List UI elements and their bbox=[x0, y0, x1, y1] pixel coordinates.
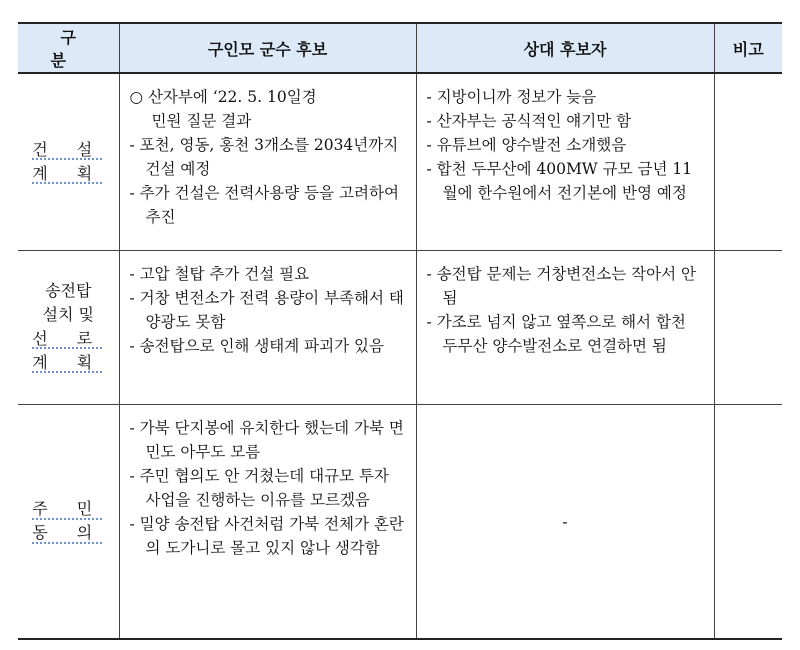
list-item: - 거창 변전소가 전력 용량이 부족해서 태양광도 못함 bbox=[129, 288, 404, 331]
list-item: - 포천, 영동, 홍천 3개소를 2034년까지 건설 예정 bbox=[129, 136, 399, 178]
table-row-transmission-plan bbox=[18, 250, 782, 404]
list-item: - 추가 건설은 전력사용량 등을 고려하여 추진 bbox=[129, 184, 399, 226]
list-item: ○ 산자부에 ‘22. 5. 10일경 bbox=[129, 88, 317, 106]
comparison-table bbox=[18, 22, 782, 640]
remarks-cell bbox=[714, 404, 782, 639]
list-item: - 유튜브에 양수발전 소개했음 bbox=[426, 136, 627, 154]
header-remarks: 비고 bbox=[714, 23, 782, 73]
category-cell: 주 민 동 의 bbox=[18, 404, 119, 639]
candidate-cell bbox=[119, 73, 416, 250]
category-cell: 건 설 계 획 bbox=[18, 73, 119, 250]
list-item: - 가북 단지봉에 유치한다 했는데 가북 면민도 아무도 모름 bbox=[129, 418, 404, 461]
candidate-cell bbox=[119, 404, 416, 639]
remarks-cell bbox=[714, 73, 782, 250]
list-item: - 산자부는 공식적인 얘기만 함 bbox=[426, 112, 632, 130]
list-item: - 고압 철탑 추가 건설 필요 bbox=[129, 264, 310, 283]
header-category: 구 분 bbox=[18, 23, 119, 73]
opponent-cell bbox=[416, 73, 714, 250]
header-candidate: 구인모 군수 후보 bbox=[119, 23, 416, 73]
opponent-cell: - bbox=[416, 404, 714, 639]
list-item: - 송전탑으로 인해 생태계 파괴가 있음 bbox=[129, 336, 384, 355]
remarks-cell bbox=[714, 250, 782, 404]
list-item: - 송전탑 문제는 거창변전소는 작아서 안됨 bbox=[426, 264, 696, 307]
list-item: 민원 질문 결과 bbox=[151, 112, 252, 130]
candidate-cell bbox=[119, 250, 416, 404]
category-cell: 송전탑 설치 및 선 로 계 획 bbox=[18, 250, 119, 404]
list-item: - 가조로 넘지 않고 옆쪽으로 해서 합천 두무산 양수발전소로 연결하면 됨 bbox=[426, 312, 686, 355]
list-item: - 지방이니까 정보가 늦음 bbox=[426, 88, 597, 106]
header-row bbox=[18, 23, 782, 73]
opponent-cell bbox=[416, 250, 714, 404]
list-item: - 합천 두무산에 400MW 규모 금년 11월에 한수원에서 전기본에 반영 예정 bbox=[426, 160, 693, 202]
table-row-resident-consent bbox=[18, 404, 782, 639]
list-item: - 밀양 송전탑 사건처럼 가북 전체가 혼란의 도가니로 몰고 있지 않나 생각함 bbox=[129, 514, 404, 557]
list-item: - 주민 협의도 안 거쳤는데 대규모 투자 사업을 진행하는 이유를 모르겠음 bbox=[129, 466, 389, 509]
header-opponent: 상대 후보자 bbox=[416, 23, 714, 73]
table-row-construction-plan bbox=[18, 73, 782, 250]
